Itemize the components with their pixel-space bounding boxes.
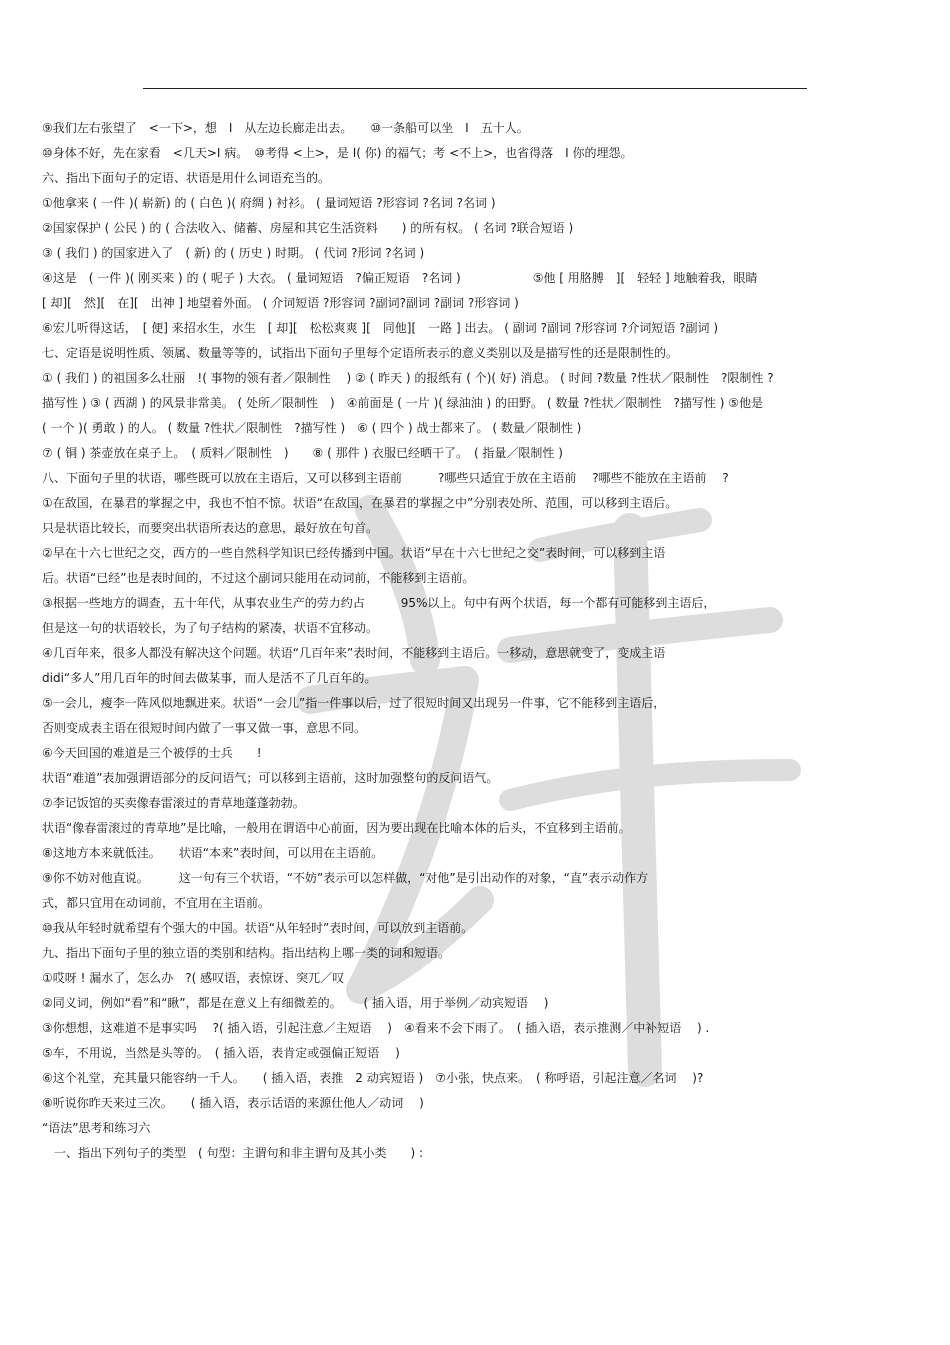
text-line: ⑦ ( 铜 ) 茶壶放在桌子上。 ( 质料／限制性 ) ⑧ ( 那件 ) 衣服已经晒干了。 ( 指量／限制性 ) (42, 446, 563, 460)
text-line: ( 一个 )( 勇敢 ) 的人。 ( 数量 ?性状／限制性 ?描写性 ) ⑥ ( 四个 ) 战士都来了。 ( 数量／限制性 ) (42, 421, 582, 435)
text-line: 一、指出下列句子的类型 ( 句型：主谓句和非主谓句及其小类 ) : (42, 1146, 424, 1160)
section-heading: “语法”思考和练习六 (42, 1121, 151, 1135)
text-line: ③根据一些地方的调查，五十年代，从事农业生产的劳力约占 95%以上。句中有两个状语，每一个都有可能移到主语后， (42, 596, 716, 610)
header-rule (143, 88, 807, 89)
text-line: ⑩我从年轻时就希望有个强大的中国。状语“从年轻时”表时间，可以放到主语前。 (42, 921, 474, 935)
text-line: ⑧这地方本来就低洼。 状语“本来”表时间，可以用在主语前。 (42, 846, 384, 860)
text-line: 后。状语“已经”也是表时间的，不过这个副词只能用在动词前，不能移到主语前。 (42, 571, 475, 585)
text-line: ⑥今天回国的难道是三个被俘的士兵 ! (42, 746, 262, 760)
text-line: didi“多人”用几百年的时间去做某事，而人是活不了几百年的。 (42, 671, 377, 685)
document-body (42, 116, 822, 1166)
text-line: 否则变成表主语在很短时间内做了一事又做一事，意思不同。 (42, 721, 367, 735)
text-line: 状语“难道”表加强谓语部分的反问语气；可以移到主语前，这时加强整句的反问语气。 (42, 771, 499, 785)
text-line: ⑥这个礼堂，充其量只能容纳一千人。 ( 插入语，表推 2 动宾短语 ) ⑦小张，快点来。 ( 称呼语，引起注意／名词 )? (42, 1071, 704, 1085)
text-line: ⑤一会儿，瘦李一阵风似地飘进来。状语“一会儿”指一件事以后，过了很短时间又出现另一件事，它不能移到主语后， (42, 696, 666, 710)
text-line: [ 却][ 然][ 在][ 出神 ] 地望着外面。 ( 介词短语 ?形容词 ?副词?副词 ?副词 ?形容词 ) (42, 296, 519, 310)
text-line: 只是状语比较长，而要突出状语所表达的意思，最好放在句首。 (42, 521, 379, 535)
text-line: 但是这一句的状语较长，为了句子结构的紧凑，状语不宜移动。 (42, 621, 379, 635)
section-heading: 八、下面句子里的状语，哪些既可以放在主语后，又可以移到主语前 ?哪些只适宜于放在主语前 ?哪些不能放在主语前 ? (42, 471, 729, 485)
text-line: ①哎呀 ! 漏水了，怎么办 ?( 感叹语，表惊讶、突兀／叹 (42, 971, 345, 985)
text-line: ④几百年来，很多人都没有解决这个问题。状语“几百年来”表时间，不能移到主语后。一移动，意思就变了，变成主语 (42, 646, 666, 660)
text-line: 状语“像春雷滚过的青草地”是比喻，一般用在谓语中心前面，因为要出现在比喻本体的后头，不宜移到主语前。 (42, 821, 631, 835)
text-line: ③ ( 我们 ) 的国家进入了 ( 新) 的 ( 历史 ) 时期。 ( 代词 ?形词 ?名词 ) (42, 246, 425, 260)
text-line: ②同义词，例如“看”和“瞅”，都是在意义上有细微差的。 ( 插入语，用于举例／动宾短语 ) (42, 996, 549, 1010)
text-line: ⑨你不妨对他直说。 这一句有三个状语，“不妨”表示可以怎样做，“对他”是引出动作的对象，“直”表示动作方 (42, 871, 649, 885)
text-line: ⑩身体不好，先在家看 <几天>Ⅰ 病。 ⑩考得 <上>，是 Ⅰ( 你) 的福气；考 <不上>，也省得落 Ⅰ 你的埋怨。 (42, 146, 633, 160)
text-line: ②国家保护 ( 公民 ) 的 ( 合法收入、储蓄、房屋和其它生活资料 ) 的所有权。 ( 名词 ?联合短语 ) (42, 221, 574, 235)
text-line: ④这是 ( 一件 )( 刚买来 ) 的 ( 呢子 ) 大衣。 ( 量词短语 ?偏正短语 ?名词 ) ⑤他 [ 用胳膊 ][ 轻轻 ] 地触着我，眼睛 (42, 271, 758, 285)
text-line: 式，都只宜用在动词前，不宜用在主语前。 (42, 896, 271, 910)
text-line: ⑨我们左右张望了 <一下>，想 Ⅰ 从左边长廊走出去。 ⑩一条船可以坐 Ⅰ 五十人。 (42, 121, 529, 135)
text-line: ① ( 我们 ) 的祖国多么壮丽 !( 事物的领有者／限制性 ) ② ( 昨天 ) 的报纸有 ( 个)( 好) 消息。 ( 时间 ?数量 ?性状／限制性 ?限制性 ? (42, 371, 774, 385)
text-line: ①他拿来 ( 一件 )( 崭新) 的 ( 白色 )( 府绸 ) 衬衫。 ( 量词短语 ?形容词 ?名词 ?名词 ) (42, 196, 496, 210)
text-line: ⑤车，不用说，当然是头等的。 ( 插入语，表肯定或强偏正短语 ) (42, 1046, 400, 1060)
text-line: ⑥宏儿听得这话， [ 便] 来招水生，水生 [ 却][ 松松爽爽 ][ 同他][ 一路 ] 出去。 ( 副词 ?副词 ?形容词 ?介词短语 ?副词 ) (42, 321, 719, 335)
text-line: 描写性 ) ③ ( 西湖 ) 的风景非常美。 ( 处所／限制性 ) ④前面是 ( 一片 )( 绿油油 ) 的田野。 ( 数量 ?性状／限制性 ?描写性 ) ⑤他是 (42, 396, 763, 410)
text-line: ⑦李记饭馆的买卖像春雷滚过的青草地蓬蓬勃勃。 (42, 796, 305, 810)
section-heading: 六、指出下面句子的定语、状语是用什么词语充当的。 (42, 171, 331, 185)
text-line: ②早在十六七世纪之交，西方的一些自然科学知识已经传播到中国。状语“早在十六七世纪之交”表时间，可以移到主语 (42, 546, 666, 560)
section-heading: 九、指出下面句子里的独立语的类别和结构。指出结构上哪一类的词和短语。 (42, 946, 451, 960)
text-line: ①在敌国，在暴君的掌握之中，我也不怕不惊。状语“在敌国，在暴君的掌握之中”分别表处所、范围，可以移到主语后。 (42, 496, 678, 510)
text-line: ③你想想，这难道不是事实吗 ?( 插入语，引起注意／主短语 ) ④看来不会下雨了。 ( 插入语，表示推测／中补短语 ) . (42, 1021, 710, 1035)
section-heading: 七、定语是说明性质、领属、数量等等的，试指出下面句子里每个定语所表示的意义类别以及是描写性的还是限制性的。 (42, 346, 679, 360)
text-line: ⑧听说你昨天来过三次。 ( 插入语，表示话语的来源仕他人／动词 ) (42, 1096, 424, 1110)
